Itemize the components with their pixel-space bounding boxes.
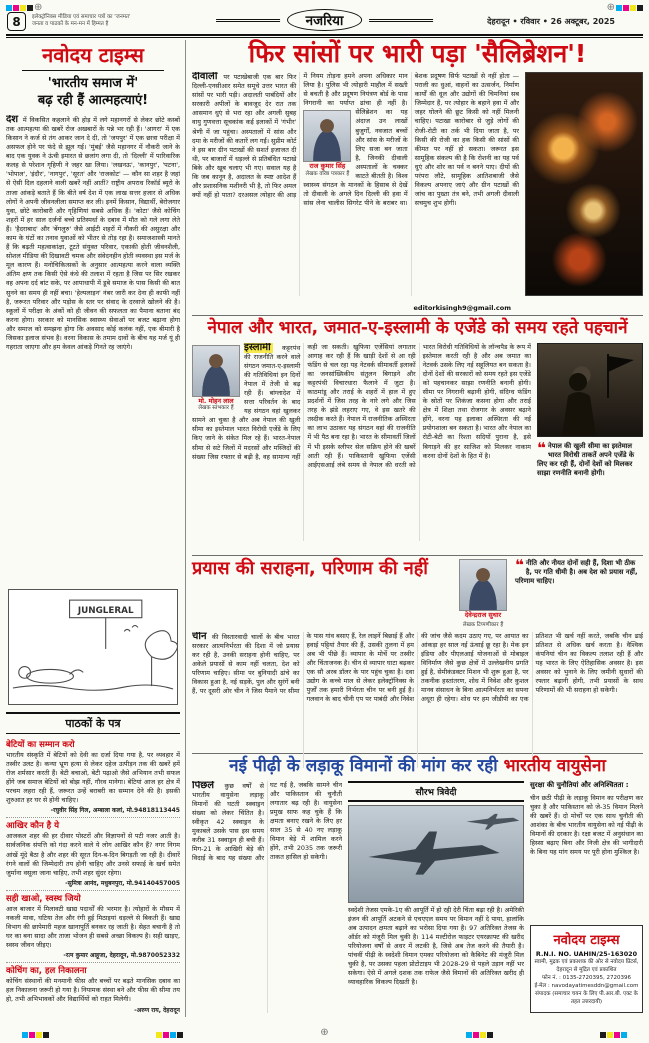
letter-signature: -रत्न कुमार आहूजा, देहरादून, मो.9870052332 <box>63 952 180 960</box>
registration-target-icon: ⊕ <box>606 2 615 13</box>
jamaat-headline: नेपाल और भारत, जमात-ए-इस्लामी के एजेंडे को समय रहते पहचानें <box>207 318 628 338</box>
airforce-headline-main: नई पीढ़ी के लड़ाकू विमानों की मांग कर रही <box>229 756 498 776</box>
lead-article-body <box>192 72 643 296</box>
header-rule <box>6 34 643 38</box>
china-article-top <box>192 556 643 628</box>
yellow-mark-icon <box>36 1032 42 1038</box>
registration-marks-top-right <box>607 3 643 13</box>
jamaat-right-rail <box>537 343 643 541</box>
pull-quote <box>515 556 643 587</box>
yellow-mark-icon <box>607 1032 613 1038</box>
letter-signature: -सुमित्रा आनंद, मधुबनपुरा, मो.94140457005 <box>65 879 180 887</box>
china-author-card <box>459 559 507 628</box>
black-mark-icon <box>600 1032 606 1038</box>
militant-illustration <box>538 344 642 436</box>
tagline-line-2: जनता व पाठकों के मन-मन में हिम्मत है <box>32 21 109 28</box>
black-mark-icon <box>487 1032 493 1038</box>
cyan-mark-icon <box>466 1032 472 1038</box>
airforce-dropword: पिछले <box>192 780 215 791</box>
quote-mark-icon: ❝ <box>515 556 524 574</box>
lead-text-b: सेलिब्रेशन का यह अंदाज उन लाखों बुजुर्गों, नवजात बच्चों और सांस के मरीजों के लिए सजा बन जाता है, जिनकी दीवाली अस्पतालों के चक्कर काटते बीतती है। विश्व स्वास्थ्य संगठन के मानकों के हिसाब से देखें तो दीवाली के अगले दिन दिल्ली की हवा में सांस लेना चालीस सिगरेट पीने के बराबर था। बेशक प्रदूषण सिर्फ पटाखों से नहीं होता — पराली का धुआं, वाहनों का उत्सर्जन, निर्माण कार्यों की धूल और उद्योगों की चिमनियां सब जिम्मेदार हैं, पर त्योहार के बहाने हवा में और जहर घोलने की छूट किसी को नहीं मिलनी चाहिए। पटाखा कारोबार से जुड़े लोगों की रोजी-रोटी का तर्क भी दिया जाता है, पर किसी की रोजी का हक किसी की सांसों की कीमत पर नहीं हो सकता। जरूरत इस सामूहिक संकल्प की है कि रोशनी का यह पर्व धुएं और शोर का पर्व न बनने पाए। दीयों की परंपरा लौटे, सामूहिक आतिशबाजी जैसे विकल्प अपनाए जाएं और ग्रीन पटाखों की जांच का पुख्ता तंत्र बने, तभी अगली दीवाली सचमुच शुभ होगी। <box>303 72 519 208</box>
lead-text-a: पर पटाखेबाजी एक बार फिर दिल्ली-एनसीआर समेत समूचे उत्तर भारत की सांसों पर भारी पड़ी। अदालती पाबंदियों और सरकारी अपीलों के बावजूद देर रात तक आसमान धुएं से भरा रहा और अगली सुबह वायु गुणवत्ता सूचकांक कई इलाकों में 'गंभीर' श्रेणी में जा पहुंचा। अस्पतालों में सांस और दमा के मरीजों की कतारें लग गईं। सुप्रीम कोर्ट ने इस बार ग्रीन पटाखों की सशर्त इजाजत दी थी, पर बाजारों में धड़ल्ले से प्रतिबंधित पटाखे बिके और खूब चलाए भी गए। सवाल यह है कि जब कानून है, अदालत के स्पष्ट आदेश हैं और प्रशासनिक मशीनरी भी है, तो फिर अमल क्यों नहीं हो पाता? दरअसल त्योहार की आड़ में नियम तोड़ना हमने अपना अधिकार मान लिया है। पुलिस भी त्योहारी माहौल में सख्ती से बचती है और प्रदूषण नियंत्रण बोर्ड के पास निगरानी का पर्याप्त ढांचा ही नहीं है। <box>192 72 408 200</box>
black-mark-icon <box>27 5 33 11</box>
registration-target-icon: ⊕ <box>34 2 43 13</box>
author-name: देवेन्द्रराज सुथार <box>464 611 502 619</box>
magenta-mark-icon <box>29 1032 35 1038</box>
magenta-mark-icon <box>473 1032 479 1038</box>
author-name: मो. मोहन लाल <box>198 396 234 405</box>
imprint-brand: नवोदय टाइम्स <box>553 932 620 948</box>
page-number: 8 <box>7 12 26 31</box>
editorial-headline-line2: बढ़ रही हैं आत्महत्याएं! <box>37 92 149 108</box>
letter-item <box>6 891 180 963</box>
airforce-article <box>192 754 643 1017</box>
newspaper-brand: नवोदय टाइम्स <box>42 43 144 67</box>
letter-body: आजकल शहर की हर दीवार पोस्टरों और विज्ञापनों से पटी नजर आती है। सार्वजनिक संपत्ति को गंदा करने वाले ये लोग आखिर कौन हैं? नगर निगम आंखें मूंदे बैठा है और शहर की सूरत दिन-ब-दिन बिगड़ती जा रही है। दीवारें रंगने वालों की जिम्मेदारी तय होनी चाहिए और उनसे सफाई के खर्च समेत जुर्माना वसूला जाना चाहिए, तभी शहर सुंदर रहेगा। <box>6 832 180 877</box>
cyan-mark-icon <box>621 1032 627 1038</box>
airforce-article-body <box>192 781 643 1013</box>
page-footer-marks <box>6 1024 643 1038</box>
black-mark-icon <box>177 1032 183 1038</box>
airforce-text-c: चीन छठी पीढ़ी के लड़ाकू विमान का परीक्षण कर चुका है और पाकिस्तान को जे-35 विमान मिलने की खबरें हैं। दो मोर्चों पर एक साथ चुनौती की आशंका के बीच भारतीय वायुसेना को नई पीढ़ी के विमानों की दरकार है। रक्षा बजट में अनुसंधान का हिस्सा बढ़ाए बिना और निजी क्षेत्र की भागीदारी के बिना यह मांग समय पर पूरी होना मुश्किल है। <box>530 793 643 857</box>
edition-dateline: देहरादून • रविवार • 26 अक्टूबर, 2025 <box>487 17 615 26</box>
fighter-jet-photo <box>348 805 524 903</box>
masthead-rule-left <box>216 19 280 22</box>
imprint-box <box>530 925 643 1013</box>
jamaat-article <box>192 316 643 556</box>
yellow-mark-icon <box>480 1032 486 1038</box>
letter-item <box>6 963 180 1016</box>
letter-title: कोचिंग का, हल निकालना <box>6 966 87 977</box>
jamaat-author-card <box>192 345 240 413</box>
author-name: राज कुमार सिंह <box>309 162 346 171</box>
yellow-mark-icon <box>630 5 636 11</box>
letter-title: बेटियों का सम्मान करो <box>6 739 75 750</box>
jamaat-dropword: इस्लामी <box>244 342 271 353</box>
registration-marks-bottom-left <box>22 1032 49 1038</box>
registration-marks-bottom-right-2 <box>466 1032 493 1038</box>
pull-quote-text: नीति और नीयत दोनों सही हैं, दिशा भी ठीक है, पर गति धीमी है। अब देश को प्रयास नहीं, परिणाम चाहिए। <box>515 559 638 586</box>
black-mark-icon <box>43 1032 49 1038</box>
lead-article <box>192 40 643 316</box>
militant-photo <box>537 343 643 437</box>
page-header <box>6 3 643 33</box>
letter-title: आखिर कौन है ये <box>6 821 60 832</box>
editorial-cartoon <box>8 589 178 705</box>
airforce-headline-accent: भारतीय वायुसेना <box>503 756 606 776</box>
lead-author-card <box>303 110 351 178</box>
airforce-byline: सौरभ त्रिवेदी <box>348 781 524 802</box>
cartoon-drawing <box>9 590 177 704</box>
cyan-mark-icon <box>170 1032 176 1038</box>
masthead-tagline <box>32 14 182 29</box>
jet-illustration <box>349 806 523 902</box>
jamaat-article-body <box>192 343 643 541</box>
editorial-headline-line1: 'भारतीय समाज में' <box>47 76 139 91</box>
airforce-text-a: कुछ वर्षों से भारतीय वायुसेना लड़ाकू विमानों की घटती स्क्वाड्रन संख्या को लेकर चिंतित है। स्वीकृत 42 स्क्वाड्रन के मुकाबले उसके पास इस समय करीब 31 स्क्वाड्रन ही बची हैं। मिग-21 के आखिरी बेड़े की विदाई के बाद यह संख्या और घट गई है, जबकि सामने चीन और पाकिस्तान की चुनौती लगातार बढ़ रही है। वायुसेना प्रमुख साफ कह चुके हैं कि क्षमता बनाए रखने के लिए हर साल 35 से 40 नए लड़ाकू विमान बेड़े में शामिल करने होंगे, तभी 2035 तक जरूरी ताकत हासिल हो सकेगी। <box>192 780 342 863</box>
quote-mark-icon: ❝ <box>537 438 546 457</box>
yellow-mark-icon <box>156 1032 162 1038</box>
black-mark-icon <box>637 5 643 11</box>
letter-body: कोचिंग संस्थानों की मनमानी फीस और बच्चों पर बढ़ते मानसिक दबाव का हल निकालना जरूरी हो गया है। नियामक संस्था बने और फीस की सीमा तय हो, तभी अभिभावकों और विद्यार्थियों को राहत मिलेगी। <box>6 977 180 1004</box>
cartoon-sign-text: JUNGLERAL <box>77 605 134 616</box>
editorial-headline <box>6 76 180 110</box>
jamaat-text-columns <box>192 343 531 541</box>
china-text: की विस्तारवादी चालों के बीच भारत सरकार आत्मनिर्भरता की दिशा में जो प्रयास कर रही है, उनकी सराहना होनी चाहिए, पर अकेले प्रयासों से काम नहीं चलता, देश को परिणाम चाहिए। सीमा पर बुनियादी ढांचे का विकास हुआ है, नई सड़कें, पुल और सुरंगें बनी हैं, पर दूसरी ओर चीन ने जिस पैमाने पर सीमा के पास गांव बसाए हैं, रेल लाइनें बिछाई हैं और हवाई पट्टियां तैयार की हैं, उसकी तुलना में हम अब भी पीछे हैं। व्यापार के मोर्चे पर तस्वीर और चिंताजनक है। चीन से व्यापार घाटा बढ़कर एक सौ अरब डॉलर के पार पहुंच चुका है। दवा उद्योग के कच्चे माल से लेकर इलेक्ट्रॉनिक्स के पुर्जों तक हमारी निर्भरता चीन पर बनी हुई है। गलवान के बाद चीनी एप पर पाबंदी और निवेश की जांच जैसे कदम उठाए गए, पर आयात का आंकड़ा हर साल नई ऊंचाई छू रहा है। मेक इन इंडिया और पीएलआई योजनाओं से मोबाइल विनिर्माण जैसे कुछ क्षेत्रों में उल्लेखनीय प्रगति हुई है, सेमीकंडक्टर मिशन भी शुरू हुआ है, पर तकनीक हस्तांतरण, शोध में निवेश और कुशल मानव संसाधन के बिना आत्मनिर्भरता का सपना अधूरा ही रहेगा। शोध पर हम जीडीपी का एक प्रतिशत भी खर्च नहीं करते, जबकि चीन ढाई प्रतिशत से अधिक खर्च करता है। वैश्विक कंपनियां चीन का विकल्प तलाश रही हैं और यह भारत के लिए ऐतिहासिक अवसर है। इस अवसर को भुनाने के लिए जमीनी सुधारों की रफ्तार बढ़ानी होगी, तभी प्रयासों के साथ परिणामों की भी सराहना हो सकेगी। <box>192 631 643 704</box>
right-column <box>186 40 643 1017</box>
letter-item <box>6 818 180 890</box>
registration-marks-bottom-left-2 <box>156 1032 183 1038</box>
imprint-editor-line: संपादक (समाचार चयन के लिए पी.आर.बी. एक्ट के तहत उत्तरदायी) <box>535 990 638 1005</box>
section-name: नजरिया <box>287 9 363 31</box>
magenta-mark-icon <box>163 1032 169 1038</box>
airforce-text-b: स्वदेशी तेजस एमके-1ए की आपूर्ति में हो रही देरी चिंता बढ़ा रही है। अमेरिकी इंजन की आपूर्ति अटकने से एचएएल समय पर विमान नहीं दे पाया, हालांकि अब उत्पादन क्षमता बढ़ाने का भरोसा दिया गया है। 97 अतिरिक्त तेजस के ऑर्डर को मंजूरी मिल चुकी है। 114 मल्टीरोल फाइटर एयरक्राफ्ट की खरीद परियोजना वर्षों से अधर में लटकी है, जिसे अब तेज करने की तैयारी है। पांचवीं पीढ़ी के स्वदेशी विमान एमका परियोजना को कैबिनेट की मंजूरी मिल चुकी है, पर उसका पहला प्रोटोटाइप भी 2028-29 से पहले उड़ान नहीं भर सकेगा। ऐसे में अगले दशक तक राफेल जैसे विमानों की अतिरिक्त खरीद ही व्यावहारिक विकल्प दिखती है। <box>348 905 524 987</box>
letters-section-header: पाठकों के पत्र <box>6 712 180 734</box>
letter-signature: -रघुवीर सिंह गिल, अम्बाला कलां, मो.94818113445 <box>50 807 180 815</box>
letter-item <box>6 737 180 819</box>
firecracker-photo <box>525 72 643 296</box>
jamaat-text: कट्टरपंथ की राजनीति करने वाले संगठन जमात-ए-इस्लामी की गतिविधियां इन दिनों नेपाल में तेजी से बढ़ रही हैं। बांग्लादेश में सत्ता परिवर्तन के बाद यह संगठन वहां खुलकर सामने आ चुका है और अब नेपाल की खुली सीमा का इस्तेमाल भारत विरोधी एजेंडे के लिए किए जाने के संकेत मिल रहे हैं। भारत-नेपाल सीमा से सटे जिलों में मदरसों और मस्जिदों की संख्या जिस रफ्तार से बढ़ी है, वह सामान्य नहीं कही जा सकती। खुफिया एजेंसियां लगातार आगाह कर रही हैं कि खाड़ी देशों से आ रही फंडिंग से चल रहा यह नेटवर्क सीमावर्ती इलाकों का जनसांख्यिकीय संतुलन बिगाड़ने और कट्टरपंथी विचारधारा फैलाने में जुटा है। काठमांडू और तराई के शहरों में हाल में हुए प्रदर्शनों में जिस तरह के नारे लगे और जिस तरह के झंडे लहराए गए, वे इस खतरे की तस्दीक करते हैं। नेपाल में राजनीतिक अस्थिरता का लाभ उठाकर यह संगठन वहां की राजनीति में भी पैठ बना रहा है। भारत के सीमावर्ती जिलों में भी इसके स्लीपर सेल सक्रिय होने की खबरें आती रही हैं। पाकिस्तानी खुफिया एजेंसी आईएसआई लंबे समय से नेपाल की धरती को भारत विरोधी गतिविधियों के लॉन्चपैड के रूप में इस्तेमाल करती रही है और अब जमात का नेटवर्क उसके लिए नई सहूलियत बन सकता है। दोनों देशों की सरकारों को समय रहते इस एजेंडे को पहचानकर साझा रणनीति बनानी होगी। सीमा पर निगरानी बढ़ानी होगी, संदिग्ध फंडिंग के स्रोतों पर शिकंजा कसना होगा और तराई क्षेत्र में शिक्षा तथा रोजगार के अवसर बढ़ाने होंगे, वरना यह इलाका अस्थिरता की नई प्रयोगशाला बन सकता है। भारत और नेपाल का रोटी-बेटी का रिश्ता सदियों पुराना है, इसे बिगाड़ने की हर साजिश को मिलकर नाकाम करना दोनों देशों के हित में है। <box>192 342 531 469</box>
author-photo <box>303 110 351 162</box>
airforce-middle-column <box>348 781 524 1013</box>
left-column <box>6 40 186 1017</box>
author-email: editorkisingh9@gmail.com <box>413 304 511 312</box>
author-role: लेखक स्तंभकार हैं <box>198 405 234 412</box>
imprint-phone: फोन नं. : 0135-2720395, 2720396 <box>541 974 632 981</box>
author-photo <box>459 559 507 611</box>
imprint-publisher-line: स्वामी, मुद्रक एवं प्रकाशक की ओर से नवोदय प्रिंटर्स, देहरादून से मुद्रित एवं प्रकाशित <box>534 958 639 973</box>
magenta-mark-icon <box>13 5 19 11</box>
china-article <box>192 556 643 754</box>
letter-body: आज बाजार में मिलावटी खाद्य पदार्थों की भरमार है। त्योहारों के मौसम में नकली मावा, घटिया तेल और रंगी हुई मिठाइयां धड़ल्ले से बिकती हैं। खाद्य विभाग की छापेमारी महज खानापूर्ति बनकर रह जाती है। सेहत बचानी है तो घर का बना सादा और ताजा भोजन ही सबसे अच्छा विकल्प है। सही खाइए, स्वस्थ जीवन जीइए। <box>6 904 180 950</box>
letter-body: भारतीय संस्कृति में बेटियों को देवी का दर्जा दिया गया है, पर व्यवहार में तस्वीर उलट है। कन्या भ्रूण हत्या से लेकर दहेज उत्पीड़न तक की खबरें हमें रोज शर्मसार करती हैं। बेटी बचाओ, बेटी पढ़ाओ जैसे अभियान तभी सफल होंगे जब समाज बेटियों को बोझ नहीं, गौरव मानेगा। बेटियां आज हर क्षेत्र में परचम लहरा रही हैं, जरूरत उन्हें बराबरी का सम्मान देने की है। इसकी शुरुआत हर घर से होनी चाहिए। <box>6 750 180 805</box>
brand-rule <box>22 70 164 71</box>
letters-list <box>6 737 180 1017</box>
lead-dropword: दीवाली <box>192 72 218 82</box>
lead-text-columns <box>192 72 519 296</box>
yellow-mark-icon <box>20 5 26 11</box>
airforce-text-left <box>192 781 342 1013</box>
imprint-email: ई-मेल : navodayatimesddn@gmail.com <box>534 982 639 989</box>
registration-target-center <box>320 1028 328 1038</box>
china-headline: प्रयास की सराहना, परिणाम की नहीं <box>192 558 428 579</box>
masthead-rule-right <box>369 19 433 22</box>
cyan-mark-icon <box>616 5 622 11</box>
registration-target-icon: ⊕ <box>320 1027 329 1038</box>
editorial-text: में विकसित कहलाने की होड़ में लगे महानगरों से लेकर छोटे कस्बों तक आत्महत्या की खबरें रोज अखबारों के पन्ने भर रही हैं। 'आगरा' में एक किसान ने कर्ज से तंग आकर जान दे दी, तो 'जयपुर' में एक छात्रा परीक्षा में असफल होने पर फंदे से झूल गई। 'मुंबई' जैसे महानगर में नौकरी जाने के बाद एक युवक ने ऊंची इमारत से छलांग लगा दी, तो 'दिल्ली' में पारिवारिक कलह से परेशान गृहिणी ने जहर खा लिया। 'लखनऊ', 'कानपुर', 'पटना', 'भोपाल', 'इंदौर', 'नागपुर', 'सूरत' और 'राजकोट' — कौन सा शहर है जहां से ऐसी दिल दहलाने वाली खबरें नहीं आतीं? राष्ट्रीय अपराध रिकॉर्ड ब्यूरो के ताजा आंकड़े बताते हैं कि बीते वर्ष देश में एक लाख सत्तर हजार से अधिक लोगों ने अपनी जीवनलीला समाप्त कर ली। इनमें किसान, विद्यार्थी, बेरोजगार युवा, छोटे कारोबारी और गृहिणियां सबसे अधिक हैं। 'कोटा' जैसे कोचिंग शहरों में हर साल दर्जनों बच्चे प्रतिस्पर्धा के दबाव में मौत को गले लगा लेते हैं। 'हैदराबाद' और 'बेंगलुरु' जैसे आईटी शहरों में नौकरी की असुरक्षा और काम के घंटों का तनाव युवाओं को भीतर से तोड़ रहा है। समाजशास्त्री मानते हैं कि बढ़ती महत्वाकांक्षा, टूटते संयुक्त परिवार, एकाकी होती जीवनशैली, सोशल मीडिया की दिखावटी चमक और संवेदनहीन होती व्यवस्था इस मर्ज के मूल कारण हैं। मनोचिकित्सकों के अनुसार आत्महत्या करने वाला व्यक्ति अंतिम क्षण तक किसी ऐसे कंधे की तलाश में रहता है जिस पर सिर रखकर वह अपना दर्द बांट सके, पर आपाधापी में डूबे समाज के पास किसी की बात सुनने का समय ही नहीं बचा। 'हेल्पलाइन' नंबर जारी कर देना ही काफी नहीं है, जरूरत परिवार और पड़ोस के स्तर पर संवाद के दरवाजे खोलने की है। स्कूलों में परीक्षा के अंकों को ही जीवन की सफलता का पैमाना बताना बंद करना होगा। सरकार को मानसिक स्वास्थ्य सेवाओं पर बजट बढ़ाना होगा और समाज को समझना होगा कि अवसाद कोई कलंक नहीं, एक बीमारी है जिसका इलाज संभव है। वरना विकास के तमाम दावों के बीच यह मर्ज यूं ही गहराता जाएगा और हम केवल आंकड़े गिनते रह जाएंगे। <box>6 115 180 352</box>
page-content <box>6 40 643 1017</box>
author-role: लेखक वरिष्ठ पत्रकार हैं <box>305 171 350 178</box>
author-photo <box>192 345 240 397</box>
letter-title: सही खाओ, स्वस्थ जियो <box>6 893 81 904</box>
editorial-body <box>6 115 180 583</box>
airforce-headline <box>192 757 643 777</box>
lead-headline: फिर सांसों पर भारी पड़ा 'सैलिब्रेशन'! <box>248 39 587 68</box>
cyan-mark-icon <box>6 5 12 11</box>
magenta-mark-icon <box>623 5 629 11</box>
section-masthead <box>216 9 434 31</box>
imprint-rni: R.N.I. NO. UAHIN/25-163020 <box>535 949 638 958</box>
registration-marks-bottom-right <box>600 1032 627 1038</box>
airforce-right-rail <box>530 781 643 1013</box>
magenta-mark-icon <box>614 1032 620 1038</box>
china-dropword: चीन <box>192 631 207 642</box>
letter-signature: -अरुण राय, देहरादून <box>134 1006 180 1014</box>
tagline-line-1: इलेक्ट्रॉनिक्स मीडिया एवं समाचार पत्रों का 'जनमत' <box>32 14 131 20</box>
airforce-subhead: सुरक्षा की चुनौतियां और अनिश्चितता : <box>530 780 629 789</box>
china-text-columns <box>192 632 643 768</box>
editorial-dropword: देश <box>6 114 19 125</box>
pull-quote <box>537 438 643 479</box>
cyan-mark-icon <box>22 1032 28 1038</box>
author-role: लेखक टिप्पणीकार हैं <box>462 621 504 628</box>
pull-quote-text: नेपाल की खुली सीमा का इस्तेमाल भारत विरोधी ताकतें अपने एजेंडे के लिए कर रही हैं, दोनों देशों को मिलकर साझा रणनीति बनानी होगी। <box>537 441 635 478</box>
